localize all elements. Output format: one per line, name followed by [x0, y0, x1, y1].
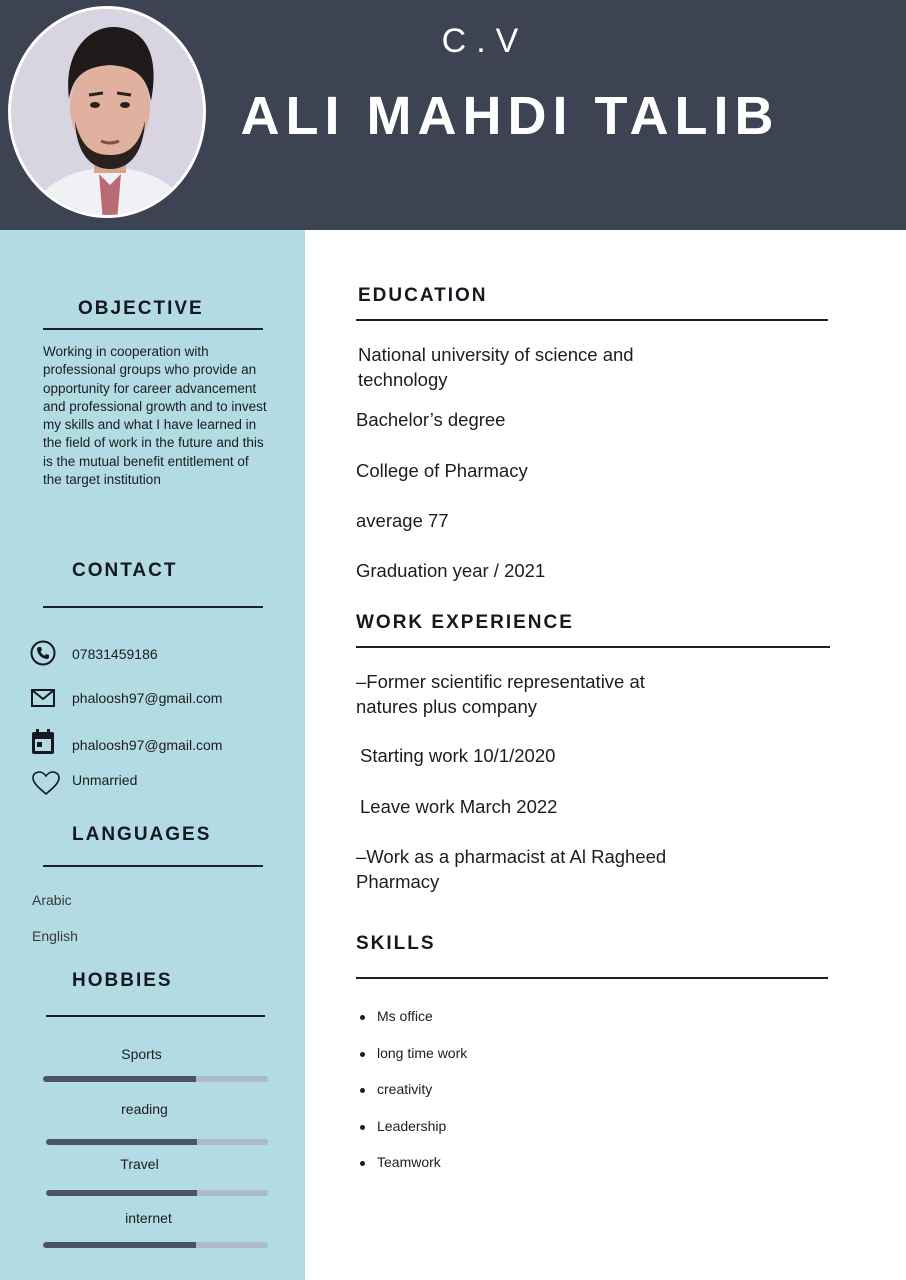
bullet-icon [360, 1125, 365, 1130]
work-item: –Former scientific representative at natures plus company [356, 671, 645, 717]
education-degree: Bachelor’s degree [356, 409, 506, 430]
skills-heading: SKILLS [356, 933, 436, 954]
hobby-bar [43, 1242, 268, 1248]
calendar-icon [31, 729, 55, 755]
hobby-bar-fill [43, 1242, 196, 1248]
skill-label: Ms office [377, 1008, 433, 1024]
education-graduation: Graduation year / 2021 [356, 560, 546, 581]
skill-item [360, 1081, 432, 1097]
skill-label: creativity [377, 1081, 433, 1097]
contact-marital-status: Unmarried [72, 772, 138, 788]
contact-heading: CONTACT [72, 560, 178, 581]
languages-divider [43, 865, 263, 867]
hobby-bar [46, 1190, 268, 1196]
language-item: Arabic [32, 892, 72, 908]
work-heading: WORK EXPERIENCE [356, 612, 574, 633]
skill-item [360, 1118, 446, 1134]
education-heading: EDUCATION [358, 285, 488, 306]
contact-email: phaloosh97@gmail.com [72, 690, 223, 706]
skill-item [360, 1154, 441, 1170]
work-leave-date: Leave work March 2022 [360, 796, 558, 817]
skill-item [360, 1008, 433, 1024]
skill-label: long time work [377, 1045, 468, 1061]
language-item: English [32, 928, 78, 944]
phone-icon [30, 640, 56, 666]
education-divider [356, 319, 828, 321]
education-average: average 77 [356, 510, 449, 531]
hobby-label: Sports [121, 1046, 162, 1062]
languages-heading: LANGUAGES [72, 824, 212, 845]
skill-label: Teamwork [377, 1154, 441, 1170]
contact-phone: 07831459186 [72, 646, 158, 662]
objective-heading: OBJECTIVE [78, 298, 204, 319]
hobbies-divider [46, 1015, 265, 1017]
hobby-bar-fill [43, 1076, 196, 1082]
hobby-bar [43, 1076, 268, 1082]
education-college: College of Pharmacy [356, 460, 528, 481]
bullet-icon [360, 1015, 365, 1020]
hobby-label: internet [125, 1210, 172, 1226]
objective-divider [43, 328, 263, 330]
cv-label: C.V [441, 22, 529, 60]
skill-item [360, 1045, 467, 1061]
work-item: –Work as a pharmacist at Al Ragheed Pharmacy [356, 846, 667, 892]
contact-email-secondary: phaloosh97@gmail.com [72, 737, 223, 753]
hobby-label: Travel [120, 1156, 159, 1172]
bullet-icon [360, 1161, 365, 1166]
work-divider [356, 646, 830, 648]
bullet-icon [360, 1052, 365, 1057]
skill-label: Leadership [377, 1118, 447, 1134]
bullet-icon [360, 1088, 365, 1093]
skills-divider [356, 977, 828, 979]
profile-photo [8, 6, 206, 218]
work-start-date: Starting work 10/1/2020 [360, 745, 556, 766]
hobby-label: reading [121, 1101, 168, 1117]
heart-icon [31, 770, 61, 796]
mail-icon [31, 689, 55, 707]
hobby-bar-fill [46, 1190, 197, 1196]
hobbies-heading: HOBBIES [72, 970, 173, 991]
objective-text: Working in cooperation with professional groups who provide an opportunity for career advancement and professional growth and to invest my skills and what I have learned in the field of work in the future and this is the mutual benefit entitlement of the target institution [43, 344, 267, 488]
hobby-bar-fill [46, 1139, 197, 1145]
contact-divider [43, 606, 263, 608]
education-university: National university of science and technology [358, 344, 634, 390]
full-name: ALI MAHDI TALIB [240, 86, 780, 146]
hobby-bar [46, 1139, 268, 1145]
